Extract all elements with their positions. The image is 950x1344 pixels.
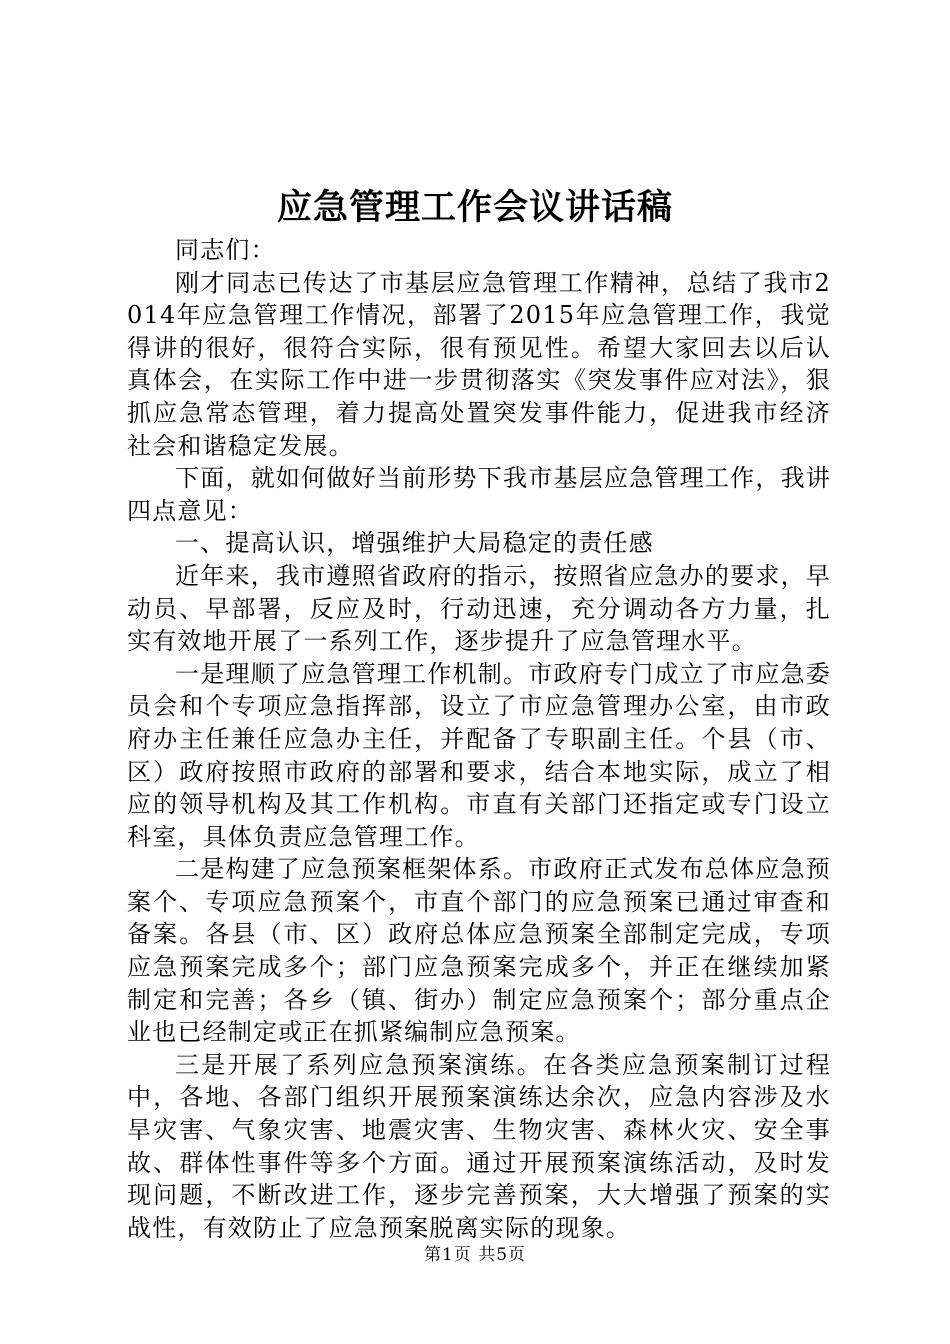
paragraph-point-3: 三是开展了系列应急预案演练。在各类应急预案制订过程中，各地、各部门组织开展预案演练达余次，应急内容涉及水旱灾害、气象灾害、地震灾害、生物灾害、森林火灾、安全事故、群体性事件等多个方面。通过开展预案演练活动，及时发现问题，不断改进工作，逐步完善预案，大大增强了预案的实战性，有效防止了应急预案脱离实际的现象。 [127, 1050, 831, 1242]
document-body [127, 234, 831, 1244]
paragraph-section-1-intro: 近年来，我市遵照省政府的指示，按照省应急办的要求，早动员、早部署，反应及时，行动迅速，充分调动各方力量，扎实有效地开展了一系列工作，逐步提升了应急管理水平。 [127, 561, 831, 656]
document-title: 应急管理工作会议讲话稿 [276, 187, 673, 228]
paragraph-outline: 下面，就如何做好当前形势下我市基层应急管理工作，我讲四点意见： [127, 464, 831, 525]
page-number-footer: 第1页 共5页 [423, 1245, 527, 1265]
paragraph-point-2: 二是构建了应急预案框架体系。市政府正式发布总体应急预案个、专项应急预案个，市直个部门的应急预案已通过审查和备案。各县（市、区）政府总体应急预案全部制定完成，专项应急预案完成多个；部门应急预案完成多个，并正在继续加紧制定和完善；各乡（镇、街办）制定应急预案个；部分重点企业也已经制定或正在抓紧编制应急预案。 [127, 855, 831, 1047]
paragraph-point-1: 一是理顺了应急管理工作机制。市政府专门成立了市应急委员会和个专项应急指挥部，设立了市应急管理办公室，由市政府办主任兼任应急办主任，并配备了专职副主任。个县（市、区）政府按照市政府的部署和要求，结合本地实际，成立了相应的领导机构及其工作机构。市直有关部门还指定或专门设立科室，具体负责应急管理工作。 [127, 659, 831, 851]
paragraph-intro: 刚才同志已传达了市基层应急管理工作精神，总结了我市2014年应急管理工作情况，部署了2015年应急管理工作，我觉得讲的很好，很符合实际，很有预见性。希望大家回去以后认真体会，在实际工作中进一步贯彻落实《突发事件应对法》，狠抓应急常态管理，着力提高处置突发事件能力，促进我市经济社会和谐稳定发展。 [127, 268, 831, 460]
salutation: 同志们： [175, 236, 276, 264]
section-heading-1: 一、提高认识，增强维护大局稳定的责任感 [175, 529, 654, 558]
